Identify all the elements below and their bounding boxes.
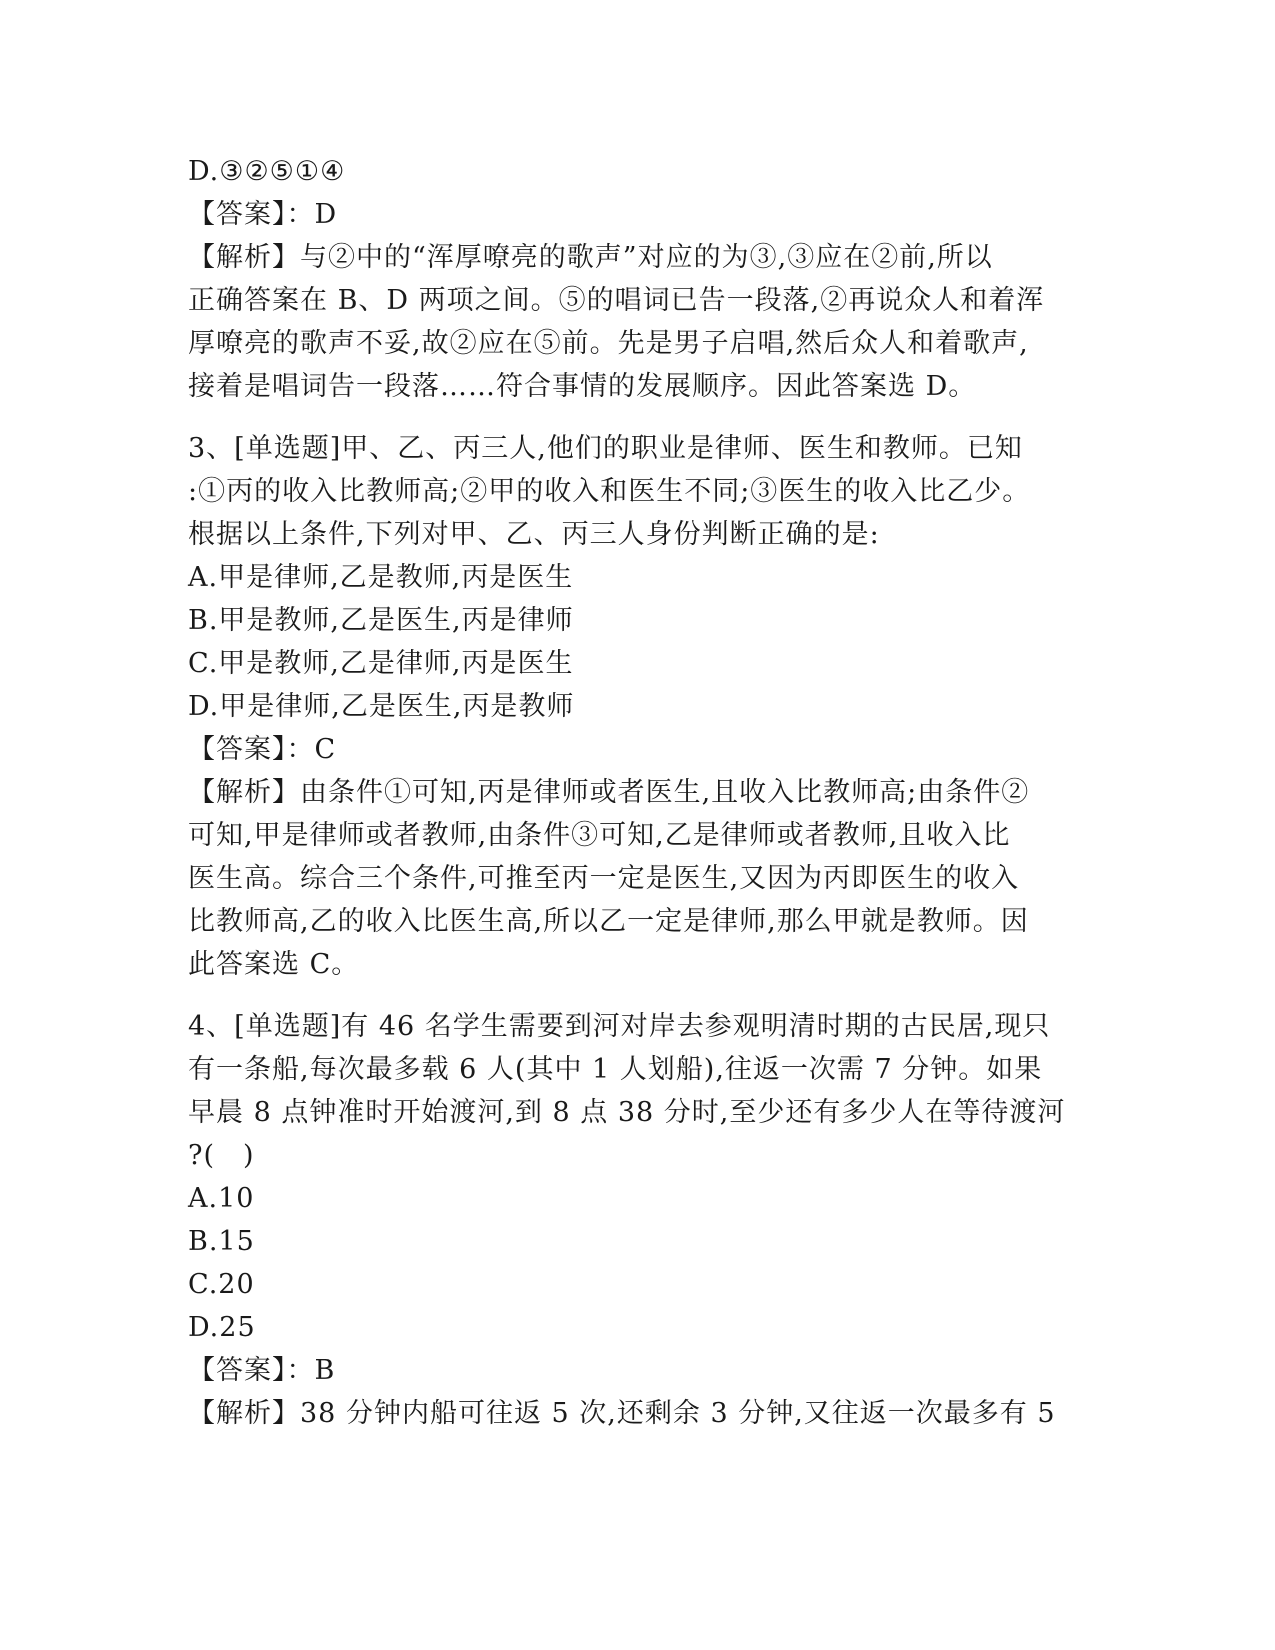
analysis-line: 【解析】与②中的“浑厚嘹亮的歌声”对应的为③,③应在②前,所以 [188, 242, 993, 273]
question-stem: :①丙的收入比教师高;②甲的收入和医生不同;③医生的收入比乙少。 [188, 476, 1031, 507]
option-a: A.10 [188, 1183, 255, 1214]
spacer [188, 986, 1068, 1005]
option-b: B.15 [188, 1226, 255, 1257]
analysis-line: 厚嘹亮的歌声不妥,故②应在⑤前。先是男子启唱,然后众人和着歌声, [188, 328, 1029, 359]
answer-line: 【答案】：C [188, 734, 337, 765]
question-stem: 有一条船,每次最多载 6 人(其中 1 人划船),往返一次需 7 分钟。如果 [188, 1054, 1043, 1085]
option-b: B.甲是教师,乙是医生,丙是律师 [188, 605, 574, 636]
question-stem: 早晨 8 点钟准时开始渡河,到 8 点 38 分时,至少还有多少人在等待渡河 [188, 1097, 1066, 1128]
analysis-line: 此答案选 C。 [188, 949, 360, 980]
option-c: C.20 [188, 1269, 255, 1300]
option-d: D.25 [188, 1312, 256, 1343]
analysis-line: 正确答案在 B、D 两项之间。⑤的唱词已告一段落,②再说众人和着浑 [188, 285, 1045, 316]
question-2-tail [188, 150, 1068, 408]
question-stem: 根据以上条件,下列对甲、乙、丙三人身份判断正确的是: [188, 519, 880, 550]
question-stem: ?( ) [188, 1140, 255, 1171]
option-a: A.甲是律师,乙是教师,丙是医生 [188, 562, 574, 593]
analysis-line: 【解析】38 分钟内船可往返 5 次,还剩余 3 分钟,又往返一次最多有 5 [188, 1398, 1056, 1429]
option-d: D.③②⑤①④ [188, 156, 346, 187]
analysis-line: 【解析】由条件①可知,丙是律师或者医生,且收入比教师高;由条件② [188, 777, 1030, 808]
option-c: C.甲是教师,乙是律师,丙是医生 [188, 648, 574, 679]
option-d: D.甲是律师,乙是医生,丙是教师 [188, 691, 575, 722]
question-stem: 4、[单选题]有 46 名学生需要到河对岸去参观明清时期的古民居,现只 [188, 1011, 1051, 1042]
document-page [188, 150, 1068, 1435]
answer-line: 【答案】：B [188, 1355, 336, 1386]
answer-line: 【答案】：D [188, 199, 338, 230]
spacer [188, 408, 1068, 427]
question-3 [188, 427, 1068, 986]
analysis-line: 比教师高,乙的收入比医生高,所以乙一定是律师,那么甲就是教师。因 [188, 906, 1029, 937]
analysis-line: 接着是唱词告一段落……符合事情的发展顺序。因此答案选 D。 [188, 371, 977, 402]
question-stem: 3、[单选题]甲、乙、丙三人,他们的职业是律师、医生和教师。已知 [188, 433, 1023, 464]
question-4 [188, 1005, 1068, 1435]
analysis-line: 医生高。综合三个条件,可推至丙一定是医生,又因为丙即医生的收入 [188, 863, 1020, 894]
analysis-line: 可知,甲是律师或者教师,由条件③可知,乙是律师或者教师,且收入比 [188, 820, 1011, 851]
